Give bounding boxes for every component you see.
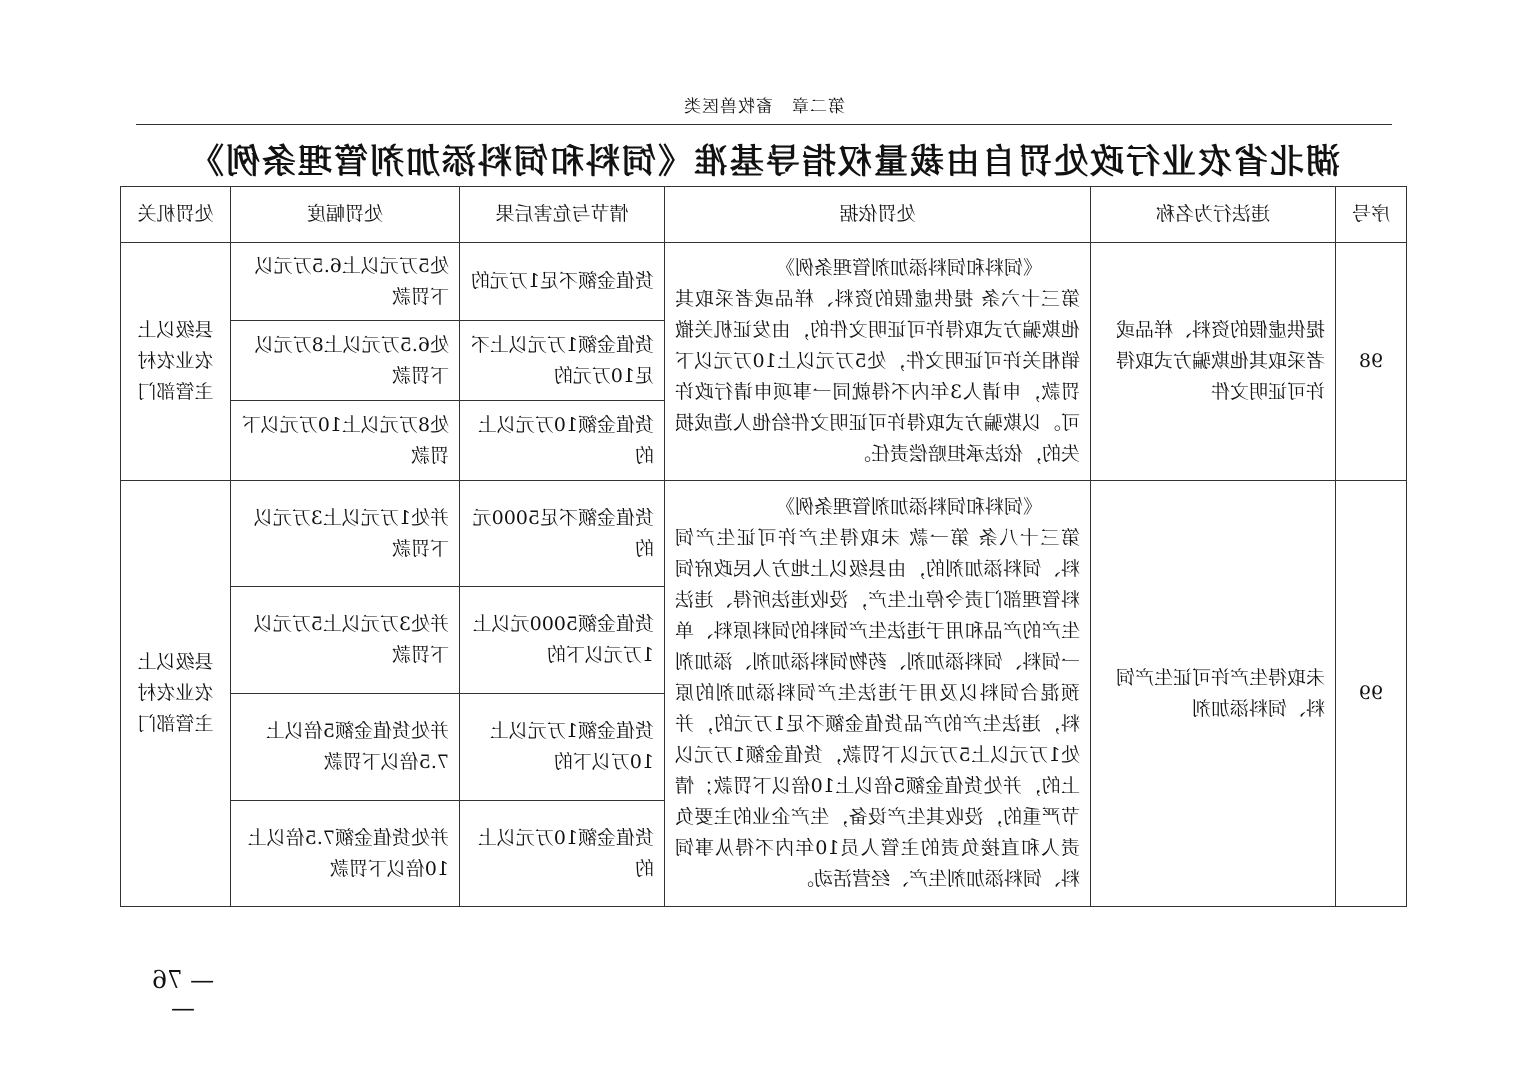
column-header-plot: 情节与危害后果 <box>460 187 665 243</box>
row-authority: 县级以上农业农村主管部门 <box>121 243 231 481</box>
table-row <box>121 243 1407 321</box>
basis-text: 第三十六条 提供虚假的资料、样品或者采取其他欺骗方式取得许可证明文件的，由发证机关撤销相关许可证明文件，处5万元以上10万元以下罚款，申请人3年内不得就同一事项申请行政许可。以欺骗方式取得许可证明文件给他人造成损失的，依法承担赔偿责任。 <box>675 288 1080 465</box>
row-authority: 县级以上农业农村主管部门 <box>121 481 231 907</box>
basis-law-title: 《饲料和饲料添加剂管理条例》 <box>775 257 1042 279</box>
level-plot: 货值金额10万元以上的 <box>460 801 665 907</box>
level-plot: 货值金额不足1万元的 <box>460 243 665 321</box>
level-plot: 货值金额不足5000元的 <box>460 481 665 587</box>
level-plot: 货值金额5000元以上1万元以下的 <box>460 587 665 694</box>
row-violation-name: 未取得生产许可证生产饲料、饲料添加剂 <box>1091 481 1336 907</box>
page-title: 湖北省农业行政处罚自由裁量权指导基准《饲料和饲料添加剂管理条例》 <box>188 142 1340 182</box>
column-header-basis: 处罚依据 <box>665 187 1091 243</box>
page-number: — 76 — <box>151 966 215 1022</box>
row-violation-name: 提供虚假的资料、样品或者采取其他欺骗方式取得许可证明文件 <box>1091 243 1336 481</box>
chapter-header: 第二章 畜牧兽医类 <box>683 97 845 117</box>
level-range: 处6.5万元以上8万元以下罚款 <box>231 321 460 401</box>
level-range: 并处货值金额7.5倍以上10倍以下罚款 <box>231 801 460 907</box>
column-header-seq: 序号 <box>1336 187 1407 243</box>
level-range: 处5万元以上6.5万元以下罚款 <box>231 243 460 321</box>
row-seq: 99 <box>1336 481 1407 907</box>
row-basis <box>665 481 1091 907</box>
row-basis <box>665 243 1091 481</box>
level-range: 并处1万元以上3万元以下罚款 <box>231 481 460 587</box>
level-range: 并处3万元以上5万元以下罚款 <box>231 587 460 694</box>
column-header-authority: 处罚机关 <box>121 187 231 243</box>
basis-law-title: 《饲料和饲料添加剂管理条例》 <box>775 496 1042 518</box>
table-header-row <box>121 187 1407 243</box>
level-plot: 货值金额1万元以上不足10万元的 <box>460 321 665 401</box>
header-rule <box>136 124 1392 125</box>
column-header-range: 处罚幅度 <box>231 187 460 243</box>
penalty-table <box>120 186 1407 907</box>
column-header-name: 违法行为名称 <box>1091 187 1336 243</box>
level-range: 处8万元以上10万元以下罚款 <box>231 401 460 481</box>
table-row <box>121 481 1407 587</box>
row-seq: 98 <box>1336 243 1407 481</box>
basis-text: 第三十八条 第一款 未取得生产许可证生产饲料、饲料添加剂的，由县级以上地方人民政府饲料管理部门责令停止生产，没收违法所得、违法生产的产品和用于违法生产饲料的饲料原料、单一饲料、饲料添加剂、药物饲料添加剂、添加剂预混合饲料以及用于违法生产饲料添加剂的原料，违法生产的产品货值金额不足1万元的，并处1万元以上5万元以下罚款，货值金额1万元以上的，并处货值金额5倍以上10倍以下罚款；情节严重的，没收其生产设备，生产企业的主要负责人和直接负责的主管人员10年内不得从事饲料、饲料添加剂生产、经营活动。 <box>675 527 1080 890</box>
level-plot: 货值金额10万元以上的 <box>460 401 665 481</box>
level-range: 并处货值金额5倍以上7.5倍以下罚款 <box>231 694 460 801</box>
level-plot: 货值金额1万元以上10万以下的 <box>460 694 665 801</box>
